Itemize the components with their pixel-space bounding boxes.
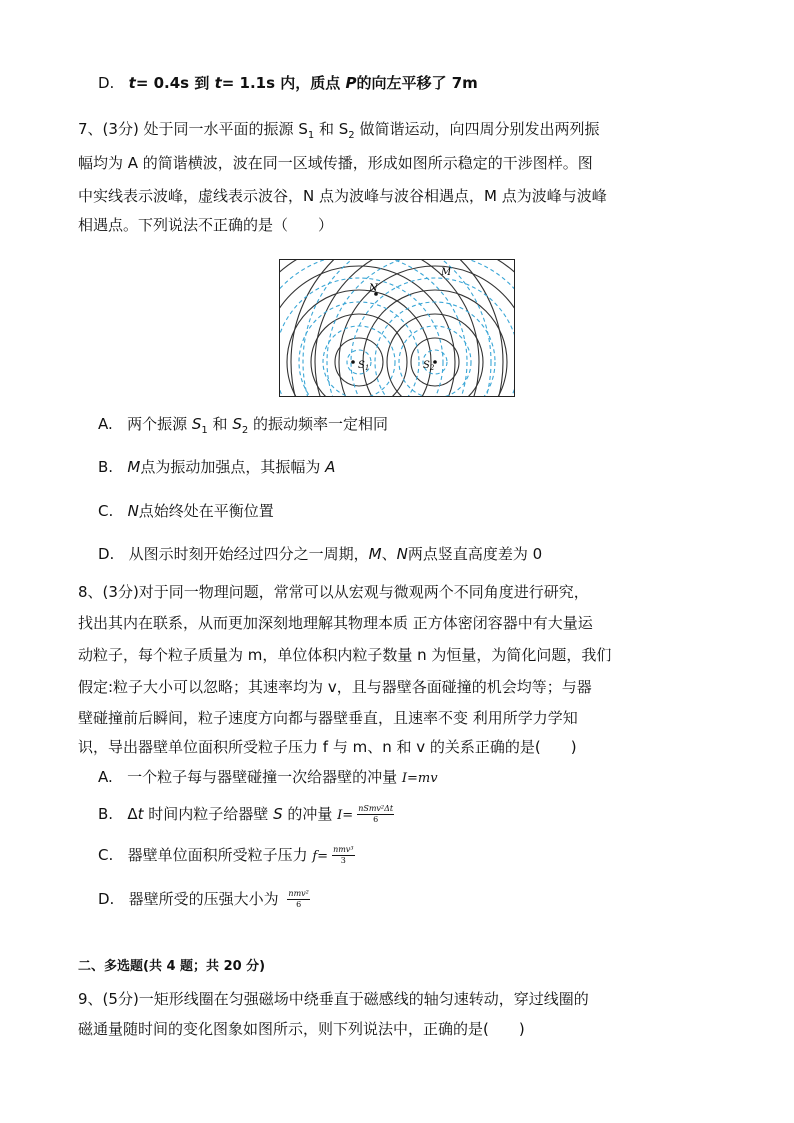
var-n: N xyxy=(127,502,139,520)
q7-line-4: 相遇点。下列说法不正确的是（ ） xyxy=(78,216,334,234)
q8-line-1: 8、(3分)对于同一物理问题，常常可以从宏观与微观两个不同角度进行研究， xyxy=(78,583,589,601)
text-segment: 7、(3分) 处于同一水平面的振源 S xyxy=(78,120,308,138)
q9-line-2: 磁通量随时间的变化图象如图所示，则下列说法中，正确的是( ) xyxy=(78,1020,525,1038)
q7-option-a xyxy=(98,412,388,443)
q8-line-6: 识，导出器壁单位面积所受粒子压力 f 与 m、n 和 v 的关系正确的是( ) xyxy=(78,738,577,756)
option-label: D. xyxy=(98,545,115,563)
denominator: 3 xyxy=(340,856,346,865)
option-label: A. xyxy=(98,415,113,433)
var-m: M xyxy=(127,458,141,476)
q8-option-c xyxy=(98,843,359,869)
label-n: N xyxy=(369,283,378,294)
text-segment: 一个粒子每与器壁碰撞一次给器壁的冲量 xyxy=(127,768,402,786)
text-segment: = 0.4s 到 xyxy=(135,74,215,92)
interference-pattern-figure xyxy=(279,259,515,397)
figure-border xyxy=(280,260,515,397)
wave-troughs-dashed xyxy=(279,259,515,397)
text-segment: 、 xyxy=(381,545,397,563)
text-segment: 点始终处在平衡位置 xyxy=(138,502,274,520)
q7-option-c xyxy=(98,499,274,523)
text-segment: 从图示时刻开始经过四分之一周期， xyxy=(128,545,369,563)
text-segment: 和 xyxy=(207,415,233,433)
label-m: M xyxy=(441,267,452,278)
text-segment: 两点竖直高度差为 0 xyxy=(407,545,543,563)
text-segment: 的振动频率一定相同 xyxy=(248,415,388,433)
section-title: 二、多选题(共 4 题；共 20 分) xyxy=(78,959,266,974)
denominator: 6 xyxy=(296,900,302,909)
formula: I=mv xyxy=(401,771,438,786)
subscript: 2 xyxy=(241,425,249,436)
numerator: nmv² xyxy=(288,889,309,898)
var-s: S xyxy=(273,805,283,823)
q7-line-1 xyxy=(78,117,599,148)
formula-lhs: f= xyxy=(312,849,329,864)
q7-line-3: 中实线表示波峰，虚线表示波谷，N 点为波峰与波谷相遇点，M 点为波峰与波峰 xyxy=(78,187,607,205)
q8-line-4: 假定:粒子大小可以忽略；其速率均为 v，且与器壁各面碰撞的机会均等；与器 xyxy=(78,678,592,696)
q8-option-d xyxy=(98,887,314,911)
fraction xyxy=(332,845,354,866)
subscript: 1 xyxy=(201,425,208,436)
text-segment: 时间内粒子给器壁 xyxy=(143,805,274,823)
fraction xyxy=(287,889,309,910)
q8-line-3: 动粒子，每个粒子质量为 m，单位体积内粒子数量 n 为恒量，为简化问题，我们 xyxy=(78,646,612,664)
option-label: C. xyxy=(98,502,114,520)
subscript: 2 xyxy=(348,130,355,141)
var-s: S xyxy=(191,415,202,433)
text-segment: = 1.1s 内，质点 xyxy=(221,74,346,92)
numerator: nmv³ xyxy=(333,845,354,854)
q6-option-d xyxy=(98,71,478,95)
var-m: M xyxy=(368,545,382,563)
text-segment: 两个振源 xyxy=(127,415,192,433)
text-segment: Δ xyxy=(127,805,138,823)
var-p: P xyxy=(345,74,357,92)
var-a: A xyxy=(325,458,336,476)
text-segment: 器壁单位面积所受粒子压力 xyxy=(127,846,313,864)
q7-option-b xyxy=(98,455,335,479)
var-t: t xyxy=(137,805,144,823)
text-segment: 点为振动加强点，其振幅为 xyxy=(140,458,326,476)
q7-option-d xyxy=(98,542,542,566)
label-s1: $S_1$ xyxy=(358,360,370,372)
subscript: 1 xyxy=(307,130,315,141)
q8-option-a xyxy=(98,765,438,791)
var-s: S xyxy=(232,415,242,433)
var-t: t xyxy=(214,74,222,92)
option-label: B. xyxy=(98,458,114,476)
option-label: D. xyxy=(98,74,115,92)
numerator: nSmv²Δt xyxy=(358,804,394,813)
q8-option-b xyxy=(98,802,398,828)
text-segment: 器壁所受的压强大小为 xyxy=(128,890,284,908)
formula-lhs: I= xyxy=(337,808,354,823)
text-segment: 做简谐运动，向四周分别发出两列振 xyxy=(354,120,600,138)
text-segment: 的向左平移了 7m xyxy=(356,74,478,92)
q8-line-5: 壁碰撞前后瞬间，粒子速度方向都与器壁垂直，且速率不变 利用所学力学知 xyxy=(78,709,578,727)
q7-line-2: 幅均为 A 的简谐横波，波在同一区域传播，形成如图所示稳定的干涉图样。图 xyxy=(78,154,593,172)
denominator: 6 xyxy=(373,815,379,824)
text-segment: 和 S xyxy=(314,120,349,138)
option-label: A. xyxy=(98,768,113,786)
option-label: B. xyxy=(98,805,114,823)
option-label: D. xyxy=(98,890,115,908)
label-s2: $S_2$ xyxy=(423,360,435,372)
q8-line-2: 找出其内在联系，从而更加深刻地理解其物理本质 正方体密闭容器中有大量运 xyxy=(78,614,593,632)
source-s1-dot xyxy=(351,360,355,364)
option-label: C. xyxy=(98,846,114,864)
fraction xyxy=(357,804,394,825)
wave-crests-solid xyxy=(279,259,515,397)
var-t: t xyxy=(128,74,136,92)
q9-line-1: 9、(5分)一矩形线圈在匀强磁场中绕垂直于磁感线的轴匀速转动，穿过线圈的 xyxy=(78,990,589,1008)
var-n: N xyxy=(396,545,408,563)
text-segment: 的冲量 xyxy=(282,805,338,823)
